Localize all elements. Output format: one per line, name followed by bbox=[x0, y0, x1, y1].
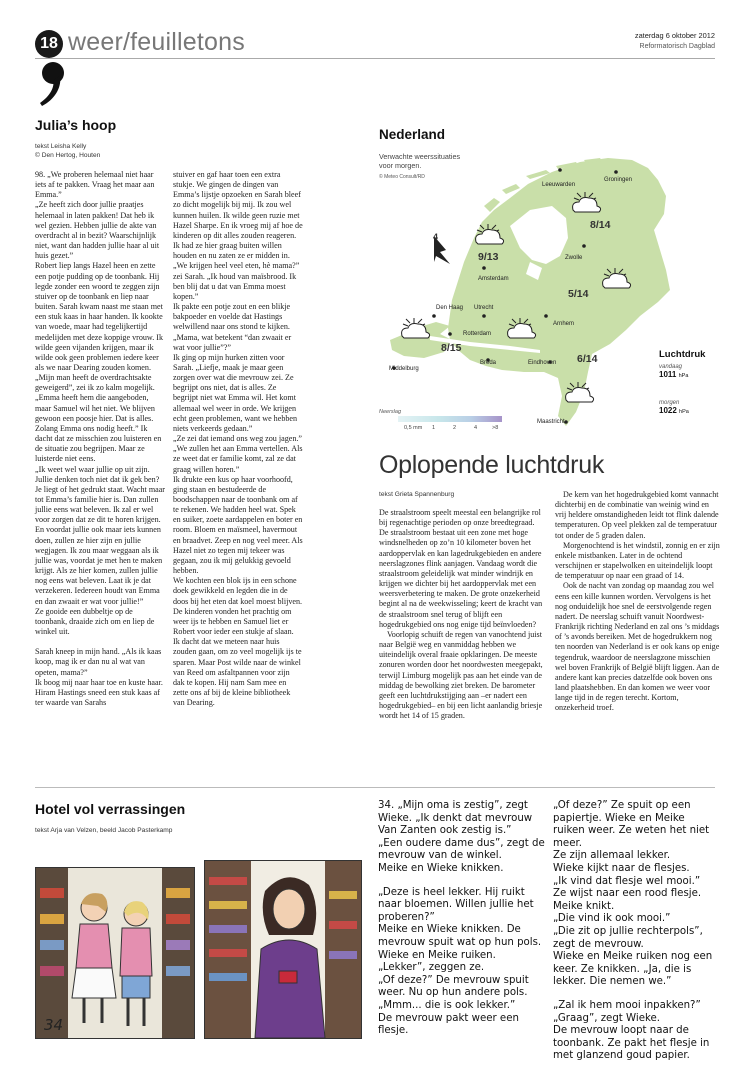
temp-east: 5/14 bbox=[568, 288, 589, 300]
paragraph: stuiver en gaf haar toen een extra stukje. We gingen de dingen van Emma’s lijstje opzoeken en Sarah bleef zo dicht mogelijk bij mij. Ik zou wel kunnen huilen. Ik wilde geen ruzie met Hazel Sharpe. En ik vroeg mij af hoe de kinderen op dit alles zouden reageren. Ik had ze hier graag buiten willen houden en nu zaten ze er midden in. bbox=[173, 170, 303, 261]
comic-line: De mevrouw loopt naar de toonbank. Ze pakt het flesje in met glanzend goud papier. bbox=[553, 1025, 710, 1062]
city-label-denhaag: Den Haag bbox=[436, 305, 464, 311]
precip-legend-bar bbox=[398, 416, 502, 422]
serial-copyright: © Den Hertog, Houten bbox=[35, 152, 101, 159]
paragraph: „Ze heeft zich door jullie praatjes helemaal in laten pakken! Dat heb ik wel gezien. Hebben jullie de akte van overdracht al in bezit? Waarschijnlijk niet, want dan hadden jullie haar al uit huis gezet.” bbox=[35, 200, 160, 261]
city-dot-arnhem bbox=[544, 314, 548, 318]
comic-panel-number: 34 bbox=[44, 1016, 64, 1034]
comic-line: „Een oudere dame dus”, zegt de mevrouw van de winkel. bbox=[378, 837, 545, 862]
comic-credit: tekst Arja van Velzen, beeld Jacob Pasterkamp bbox=[35, 827, 173, 834]
comic-line bbox=[553, 989, 719, 1000]
comic-line: „Zal ik hem mooi inpakken?” bbox=[553, 999, 701, 1011]
paragraph: Voorlopig schuift de regen van vanochtend juist naar België weg en vanmiddag hebben we uiteindelijk overal fraaie opklaringen. De meeste zonuren worden door het noordwesten meegepakt, terwijl Limburg mogelijk pas aan het einde van de middag de bewolking ziet breken. De barometer geeft een luchtdrukstijging aan –er nadert een hogedrukgebied– en bij een licht aanlandig briesje wordt het 14 of 15 graden. bbox=[379, 629, 543, 721]
comic-line: Ze wijst naar een rood flesje. bbox=[553, 888, 702, 900]
article-column-1 bbox=[379, 508, 545, 721]
paragraph: „Mijn man heeft de overdrachtsakte geweigerd”, zei ik zo kalm mogelijk. „Emma heeft hem die aangeboden, maar Samuel wil het niet. We blijven gewoon een poosje hier. Dat is alles. Zolang Emma ons nodig heeft.” Ik dacht dat ze misschien zou luisteren en de situatie zou begrijpen. Maar ze luisterde niet eens. bbox=[35, 373, 162, 464]
paragraph: De kern van het hogedrukgebied komt vannacht dichterbij en de combinatie van weinig wind en vrij heldere omstandigheden leidt tot flink dalende temperaturen. Op veel plekken zal de temperatuur tot onder de 5 graden dalen. bbox=[555, 490, 719, 540]
weather-subtitle-line1: Verwachte weerssituaties bbox=[379, 152, 461, 161]
serial-column-1 bbox=[35, 170, 165, 708]
comic-text-column-1 bbox=[378, 800, 548, 1038]
comic-line: „Mmm... die is ook lekker.” bbox=[378, 999, 516, 1011]
precip-value: 1 bbox=[432, 425, 436, 431]
comic-line: Wieke en Meike ruiken. bbox=[378, 949, 496, 961]
weather-subtitle-line2: voor morgen. bbox=[379, 161, 422, 170]
comic-line: „Ik vind dat flesje wel mooi.” bbox=[553, 875, 701, 887]
paragraph: „Ik weet wel waar jullie op uit zijn. Jullie denken toch niet dat ik gek ben? Je liegt of het gedrukt staat. Wacht maar tot Emma’s familie hier is. Dan zullen jullie eens wat beleven. Ik zal er wel voor zorgen dat ze dit te horen krijgen. En voordat jullie ook maar iets kunnen doen, zullen ze hier zijn en jullie wegjagen. Ik zou maar weggaan als ik jullie was, voordat je met hen te maken krijgt. Als ze hier komen, zullen jullie nog eens wat beleven. Laat ik je dat verzekeren. Iedereen houdt van Emma en dan zwaait er wat voor jullie!” bbox=[35, 464, 166, 606]
temp-north-west: 9/13 bbox=[478, 251, 499, 263]
paragraph: 98. „We proberen helemaal niet haar iets af te pakken. Vraag het maar aan Emma.” bbox=[35, 170, 155, 200]
comic-panel-girls bbox=[35, 867, 195, 1039]
comma-ornament bbox=[36, 60, 70, 112]
city-label-rotterdam: Rotterdam bbox=[463, 331, 492, 337]
weather-copyright: © Meteo Consult/RD bbox=[379, 174, 425, 180]
sun-cloud-icon-west bbox=[402, 318, 430, 338]
serial-column-2 bbox=[173, 170, 303, 708]
temp-west: 8/15 bbox=[441, 342, 462, 354]
city-label-breda: Breda bbox=[480, 360, 497, 366]
comic-line: „Deze is heel lekker. Hij ruikt naar bloemen. Willen jullie het proberen?” bbox=[378, 886, 534, 923]
comic-panel-shop-lady bbox=[204, 860, 362, 1039]
pressure-today-value: 1011 bbox=[659, 370, 677, 379]
comic-line: „Lekker”, zeggen ze. bbox=[378, 962, 485, 974]
paragraph: Ook de nacht van zondag op maandag zou wel eens een kille kunnen worden. Vervolgens is het nog onduidelijk hoe snel de eerstvolgende regen nadert. De neerslag schuift vanuit Noordwest-Frankrijk richting Nederland en zal ons ’s middags of ’s avonds bereiken. Met de hogedrukkern nog ten noorden van Nederland is er ook kans op enige tegendruk, waardoor de neerslagzone misschien wel boven Frankrijk of België blijft liggen. Aan de andere kant kan precies datzelfde ook boven ons land plaatshebben. En dan komen we weer voor lange tijd in de regen terecht. Kortom, onzekerheid troef. bbox=[555, 581, 720, 713]
pressure-tomorrow-value: 1022 bbox=[659, 406, 677, 415]
city-dot-leeuwarden bbox=[558, 168, 562, 172]
article-column-2 bbox=[555, 490, 720, 713]
weather-region-title: Nederland bbox=[379, 127, 446, 142]
paragraph: „Mama, wat betekent “dan zwaait er wat voor jullie”?” bbox=[173, 332, 292, 352]
pressure-unit: hPa bbox=[679, 409, 689, 415]
pressure-box bbox=[659, 349, 719, 415]
paragraph: Hiram Hastings sneed een stuk kaas af ter waarde van Sarahs bbox=[35, 687, 160, 707]
comic-line: „Of deze?” Ze spuit op een papiertje. Wieke en Meike ruiken weer. Ze weten het niet meer. bbox=[553, 800, 710, 849]
pressure-today bbox=[659, 370, 719, 379]
precip-legend-label: Neerslag bbox=[379, 409, 402, 415]
comic-line: Meike knikt. bbox=[553, 900, 615, 912]
temp-north-east: 8/14 bbox=[590, 219, 611, 231]
comic-line: „Of deze?” De mevrouw spuit weer. Nu op hun andere pols. bbox=[378, 974, 529, 999]
city-dot-denhaag bbox=[432, 314, 436, 318]
comic-line: „Die zit op jullie rechterpols”, zegt de mevrouw. bbox=[553, 925, 703, 950]
paragraph: Ze gooide een dubbeltje op de toonbank, draaide zich om en liep de winkel uit. bbox=[35, 606, 155, 637]
comic-line: Wieke en Meike ruiken nog een keer. Ze knikken. „Ja, die is lekker. Die nemen we.” bbox=[553, 951, 713, 988]
paragraph: Robert liep langs Hazel heen en zette een potje pudding op de toonbank. Hij legde zonder een woord te zeggen zijn stuiver op de toonbank en liep naar buiten. Sarah kwam naast me staan met een stuk kaas in haar handen. Ik kookte van woede, maar had tegelijkertijd medelijden met deze koppige vrouw. Ik wilde geen vijanden krijgen, maar ik wilde ook geen problemen iedere keer als we naar Dearing zouden komen. bbox=[35, 261, 164, 372]
page-number: 18 bbox=[40, 35, 58, 52]
comic-line: Wieke kijkt naar de flesjes. bbox=[553, 862, 690, 874]
precip-value: 2 bbox=[453, 425, 457, 431]
page-number-badge bbox=[35, 30, 63, 58]
pressure-today-label: vandaag bbox=[659, 364, 683, 370]
paragraph: Sarah kneep in mijn hand. „Als ik kaas koop, mag ik er dan nu al wat van opeten, mama?” bbox=[35, 647, 162, 677]
pressure-tomorrow-label: morgen bbox=[659, 400, 680, 406]
pressure-tomorrow bbox=[659, 406, 719, 415]
wind-force-label: 4 bbox=[433, 232, 439, 242]
paragraph: Ik boog mij naar haar toe en kuste haar. bbox=[35, 677, 163, 687]
comic-line: De mevrouw pakt weer een flesje. bbox=[378, 1012, 519, 1037]
city-dot-zwolle bbox=[582, 244, 586, 248]
issue-date: zaterdag 6 oktober 2012 bbox=[634, 31, 715, 40]
paragraph: „We krijgen heel veel eten, hè mama?” zei Sarah. „Ik houd van maïsbrood. Ik ben blij dat u dat van Emma moest kopen.” bbox=[173, 261, 300, 301]
comic-line: Ze zijn allemaal lekker. bbox=[553, 850, 671, 862]
serial-author: tekst Leisha Kelly bbox=[35, 143, 87, 150]
header-rule bbox=[35, 58, 715, 59]
comic-line: Meike en Wieke knikken. De mevrouw spuit wat op hun pols. bbox=[378, 924, 542, 948]
city-dot-rotterdam bbox=[448, 332, 452, 336]
paragraph: Morgenochtend is het windstil, zonnig en er zijn enkele mistbanken. Later in de ochtend verschijnen er stapelwolken en uiteindelijk loopt de temperatuur op naar een graad of 14. bbox=[555, 540, 720, 581]
section-title: weer/feuilletons bbox=[68, 28, 245, 56]
paragraph: We kochten een blok ijs in een schone doek gewikkeld en legden die in de doos bij het eten dat koel moest blijven. De kinderen vonden het prachtig om weer ijs te hebben en Samuel liet er Robert voor ieder een stukje af slaan. bbox=[173, 576, 303, 637]
precip-value: 4 bbox=[474, 425, 478, 431]
city-label-middelburg: Middelburg bbox=[389, 366, 419, 372]
comic-line: 34. „Mijn oma is zestig”, zegt Wieke. „Ik denkt dat mevrouw Van Zanten ook zestig is.” bbox=[378, 800, 533, 837]
city-label-groningen: Groningen bbox=[604, 177, 633, 183]
city-dot-groningen bbox=[614, 170, 618, 174]
paragraph: Ik drukte een kus op haar voorhoofd, ging staan en bestudeerde de boodschappen naar de toonbank om af te rekenen. We hadden heel wat. Spek en suiker, zoete aardappelen en boter en room. Bloem en maïsmeel, havermout en braadvet. Zeep en nog veel meer. Als Hazel niet zo tegen mij tekeer was gegaan, zou ik mij gelukkig gevoeld hebben. bbox=[173, 474, 303, 576]
pressure-title: Luchtdruk bbox=[659, 349, 706, 360]
comic-text-column-2 bbox=[553, 800, 719, 1063]
city-label-amsterdam: Amsterdam bbox=[478, 276, 509, 282]
city-dot-utrecht bbox=[482, 314, 486, 318]
paragraph: Ik ging op mijn hurken zitten voor Sarah. „Liefje, maak je maar geen zorgen over wat die mevrouw zei. Ze begrijpt ons niet, dat is alles. Ze begrijpt niet wat Emma wil. Het komt allemaal wel weer in orde. We krijgen echt geen problemen, want we hebben niets verkeerds gedaan.” bbox=[173, 352, 298, 433]
comic-line: „Graag”, zegt Wieke. bbox=[553, 1012, 661, 1024]
comic-title: Hotel vol verrassingen bbox=[35, 801, 186, 817]
serial-title: Julia’s hoop bbox=[35, 117, 117, 133]
paragraph: Ik dacht dat we meteen naar huis zouden gaan, om zo veel mogelijk ijs te sparen. Maar Post wilde naar de winkel van Reed om asfaltpannen voor zijn dak te kopen. Hij nam Sam mee en zette ons af bij de kleine bibliotheek van Dearing. bbox=[173, 637, 302, 708]
city-label-maastricht: Maastricht bbox=[537, 419, 565, 425]
precip-value: 0,5 mm bbox=[404, 425, 423, 431]
article-credit: tekst Grieta Spannenburg bbox=[379, 491, 455, 498]
pressure-unit: hPa bbox=[678, 373, 689, 379]
temp-south: 6/14 bbox=[577, 353, 598, 365]
city-label-eindhoven: Eindhoven bbox=[528, 360, 557, 366]
paragraph: „Ze zei dat iemand ons weg zou jagen.” bbox=[173, 434, 302, 444]
city-dot-amsterdam bbox=[482, 266, 486, 270]
article-headline: Oplopende luchtdruk bbox=[379, 451, 605, 479]
serial-credit bbox=[35, 142, 100, 160]
city-label-leeuwarden: Leeuwarden bbox=[542, 182, 576, 188]
precip-value: >8 bbox=[492, 425, 499, 431]
comic-line: „Die vind ik ook mooi.” bbox=[553, 913, 671, 925]
comic-line bbox=[378, 876, 548, 887]
publication-name: Reformatorisch Dagblad bbox=[639, 43, 715, 50]
city-label-utrecht: Utrecht bbox=[474, 305, 494, 311]
section-divider bbox=[35, 787, 715, 788]
paragraph: De straalstroom speelt meestal een belangrijke rol bij regenachtige perioden op onze breedtegraad. De straalstroom bestaat uit een zone met hoge windsnelheden op zo’n 10 kilometer boven het aardoppervlak en kan lagedrukgebieden en andere neerslagzones flink aanjagen. Vandaag wordt die straalstroom geleidelijk wat minder windrijk en krijgen we dichter bij het aardoppervlak met een weersverbetering te maken. De grote onzekerheid begint al na de weekwisseling; keert de kracht van de straalstroom snel terug of blijft een hogedrukgebied ons nog enige tijd beïnvloeden? bbox=[379, 508, 543, 629]
city-label-zwolle: Zwolle bbox=[565, 255, 583, 261]
city-label-arnhem: Arnhem bbox=[553, 321, 575, 327]
paragraph: „We zullen het aan Emma vertellen. Als ze weet dat er familie komt, zal ze dat graag willen horen.” bbox=[173, 444, 303, 474]
map-land-main bbox=[448, 158, 670, 426]
paragraph: Ik pakte een potje zout en een blikje bakpoeder en voelde dat Hastings welwillend naar ons stond te kijken. bbox=[173, 302, 291, 332]
comic-line: Meike en Wieke knikken. bbox=[378, 862, 504, 874]
